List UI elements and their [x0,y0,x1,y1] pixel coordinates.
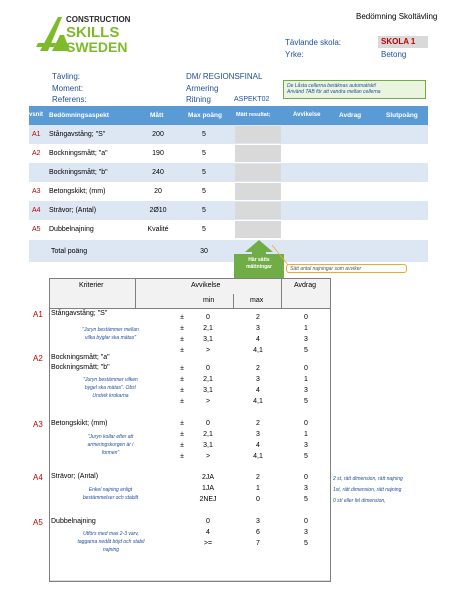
crit-deduction-value: 3 [304,485,308,492]
total-value: 30 [200,248,208,255]
crit-max-value: 7 [256,540,260,547]
crit-note: vilka byglar ska mätas" [85,335,136,341]
row-measure: 240 [152,169,164,176]
logo-line1: CONSTRUCTION [66,15,131,24]
crit-note: bygel ska mätas". Obs! [84,385,137,391]
table-header [29,106,428,125]
row-measure: 20 [154,188,162,195]
trade-value: Betong [381,50,407,59]
crit-code: A5 [33,518,43,527]
crit-min-value: 2,1 [203,376,213,383]
row-max: 5 [202,207,206,214]
col-measure: Mått [150,112,164,119]
row-max: 5 [202,169,206,176]
crit-sign: ± [180,453,184,460]
crit-max-value: 4 [256,336,260,343]
crit-note: "Juryn kollar efter att [87,434,134,440]
crit-header-max: max [250,297,264,304]
crit-side-note: 0 st/ eller fel dimension, [333,498,386,504]
row-max: 5 [202,131,206,138]
callout-note: Sätt antal najningar som avviker [286,264,407,273]
crit-sign: ± [180,336,184,343]
crit-deduction-value: 5 [304,347,308,354]
crit-title: Betongskikt; (mm) [51,420,108,427]
crit-max-value: 2 [256,420,260,427]
crit-min-value: 2,1 [203,325,213,332]
crit-max-value: 3 [256,325,260,332]
result-input[interactable] [235,145,281,162]
crit-min-value: 3,1 [203,442,213,449]
row-aspect: Bockningsmått; "b" [49,169,108,176]
crit-max-value: 2 [256,314,260,321]
row-measure: 2Ø10 [149,207,167,214]
crit-note: "Juryn bestämmer vilken [83,377,138,383]
table-row [29,220,428,240]
crit-note: najning [102,547,120,553]
crit-deduction-value: 5 [304,540,308,547]
crit-header-min: min [203,297,215,304]
crit-sign: ± [180,347,184,354]
crit-max-value: 4,1 [253,398,263,405]
crit-deduction-value: 5 [304,453,308,460]
result-input[interactable] [235,126,281,143]
crit-header-avdrag: Avdrag [294,282,317,289]
result-input[interactable] [235,183,281,200]
table-row [29,144,428,164]
moment-label: Moment: [52,84,84,93]
crit-deduction-value: 3 [304,336,308,343]
crit-deduction-value: 1 [304,325,308,332]
crit-title: Stångavstång; "S" [51,310,108,317]
crit-note: formen" [101,450,120,456]
row-aspect: Betongskikt; (mm) [49,188,106,195]
crit-sign: ± [180,387,184,394]
crit-max-value: 6 [256,529,260,536]
row-code: A3 [32,188,41,195]
crit-deduction-value: 0 [304,474,308,481]
result-input[interactable] [235,202,281,219]
crit-title: Bockningsmått; "a" [51,354,110,361]
crit-min-value: 0 [206,420,210,427]
crit-deduction-value: 3 [304,529,308,536]
table-row [29,125,428,145]
crit-note: bestämmelser och stabilt [82,495,139,501]
row-aspect: Dubbelnajning [49,226,94,233]
row-max: 5 [202,188,206,195]
crit-subtitle: Bockningsmått; "b" [51,364,110,371]
crit-deduction-value: 3 [304,442,308,449]
crit-sign: ± [180,314,184,321]
crit-max-value: 3 [256,518,260,525]
crit-deduction-value: 0 [304,365,308,372]
crit-min-value: 2,1 [203,431,213,438]
crit-min-value: > [205,398,211,405]
crit-note: armeringskorgen är i [87,442,134,448]
competition-label: Tävling: [52,72,81,81]
table-row [29,182,428,202]
col-final: Slutpoäng [386,112,418,119]
info-note-line1: De Låsta cellerna beräknas automatiskt! [287,83,377,89]
crit-max-value: 4 [256,442,260,449]
col-vsnit: vsnit [29,112,44,118]
crit-min-value: 2JA [201,474,215,481]
crit-code: A4 [33,473,43,482]
crit-max-value: 4,1 [253,453,263,460]
school-label: Tävlande skola: [285,38,342,47]
moment-value: Armering [186,84,219,93]
col-deduction: Avdrag [339,112,362,119]
crit-max-value: 1 [256,485,260,492]
result-input[interactable] [235,221,281,238]
reference-label: Referens: [52,95,87,104]
crit-sign: ± [180,442,184,449]
crit-sign: ± [180,420,184,427]
crit-sign: ± [180,365,184,372]
crit-title: Strävor; (Antal) [51,473,99,480]
row-measure: Kvalité [147,226,169,233]
crit-min-value: 0 [206,365,210,372]
crit-deduction-value: 0 [304,314,308,321]
crit-deduction-value: 0 [304,518,308,525]
row-code: A4 [32,207,41,214]
crit-min-value: 3,1 [203,336,213,343]
page-title: Bedömning Skoltävling [356,12,438,21]
crit-sign: ± [180,376,184,383]
crit-min-value: 4 [206,529,210,536]
crit-max-value: 2 [256,474,260,481]
row-code: A2 [32,150,41,157]
crit-deduction-value: 1 [304,376,308,383]
crit-side-note: 2 st, rätt dimension, rätt najning [333,476,403,482]
crit-min-value: 0 [206,518,210,525]
crit-note: taggarna nedåt böjd och stabil [77,539,145,545]
crit-deduction-value: 5 [304,398,308,405]
crit-deduction-value: 5 [304,496,308,503]
trade-label: Yrke: [285,50,304,59]
competition-value: DM/ REGIONSFINAL [186,72,263,81]
crit-min-value: 0 [206,314,210,321]
total-row [29,240,428,263]
row-code: A5 [32,226,41,233]
col-deviation: Avvikelse [293,112,321,118]
row-aspect: Stångavstång; "S" [49,131,106,138]
info-note [283,80,426,99]
reference-code: ASPEKT02 [234,96,270,103]
row-max: 5 [202,150,206,157]
crit-sign: ± [180,398,184,405]
row-aspect: Strävor; (Antal) [49,207,97,214]
crit-note: Utförs med max 2-3 varv, [83,531,139,537]
crit-side-note: 1st, rätt dimension, rätt najning [333,487,402,493]
crit-max-value: 0 [256,496,260,503]
crit-min-value: 1JA [201,485,215,492]
table-row [29,201,428,221]
crit-title: Dubbelnajning [51,518,96,525]
table-row [29,163,428,183]
total-label: Total poäng [51,248,88,255]
reference-value: Ritning [186,95,211,104]
logo-line3: SWEDEN [66,39,128,55]
row-measure: 200 [152,131,164,138]
logo [36,13,148,53]
crit-min-value: > [205,453,211,460]
logo-line2: SKILLS [66,24,120,41]
crit-deduction-value: 3 [304,387,308,394]
crit-sign: ± [180,325,184,332]
row-measure: 190 [152,150,164,157]
crit-min-value: > [205,347,211,354]
crit-code: A2 [33,354,43,363]
crit-max-value: 2 [256,365,260,372]
result-input[interactable] [235,164,281,181]
col-result: Mätt resultat; [236,112,271,118]
crit-min-value: 2NEJ [199,496,217,503]
crit-deduction-value: 1 [304,431,308,438]
crit-max-value: 4,1 [253,347,263,354]
crit-max-value: 4 [256,387,260,394]
crit-max-value: 3 [256,431,260,438]
row-code: A1 [32,131,41,138]
callout-button: Här sätts mättningar [246,257,272,270]
crit-code: A1 [33,310,43,319]
crit-header-kriterier: Kriterier [79,282,104,289]
crit-max-value: 3 [256,376,260,383]
col-max: Max poäng [188,112,222,119]
crit-note: Enkel najning enligt [88,487,133,493]
crit-min-value: 3,1 [203,387,213,394]
info-note-line2: Använd TAB för att vandra mellan cellerna [287,89,381,95]
row-aspect: Bockningsmått; "a" [49,150,108,157]
crit-note: "Juryn bestämmer mellan [82,327,139,333]
crit-header-avvikelse: Avvikelse [191,282,221,289]
crit-min-value: >= [203,540,213,547]
crit-note: Undvik krokarna [92,393,129,399]
crit-sign: ± [180,431,184,438]
row-max: 5 [202,226,206,233]
school-field[interactable]: SKOLA 1 [378,36,428,48]
crit-deduction-value: 0 [304,420,308,427]
crit-code: A3 [33,420,43,429]
col-aspect: Bedömningsaspekt [49,112,109,119]
